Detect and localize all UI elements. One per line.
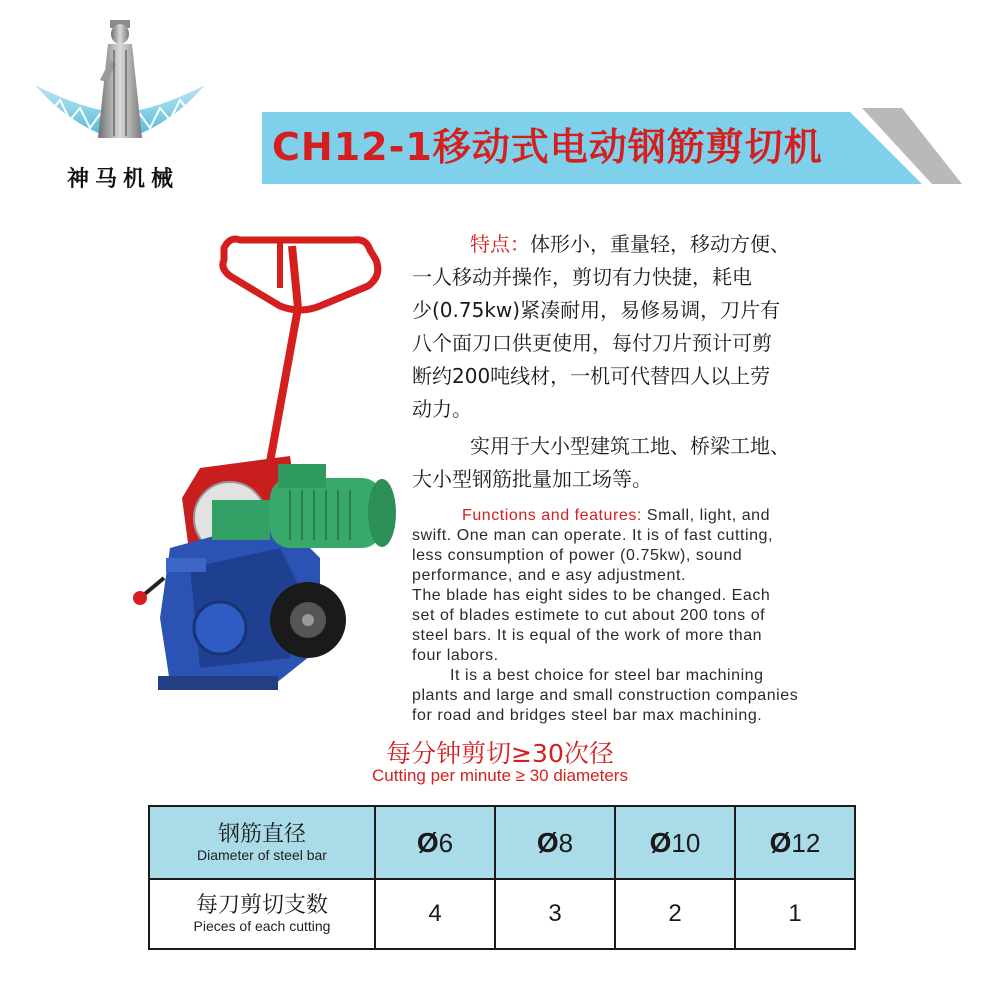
features-en-line-10: plants and large and small construction companies [412, 687, 799, 704]
features-en-line-8: four labors. [412, 647, 499, 664]
diameter-value: 12 [791, 827, 821, 858]
features-en-line-3: less consumption of power (0.75kw), sound [412, 547, 743, 564]
diameter-value: 6 [438, 827, 454, 858]
pieces-label-cell [149, 879, 375, 949]
features-en-line-6: set of blades estimete to cut about 200 tons of [412, 607, 766, 624]
usage-cn-line-1: 实用于大小型建筑工地、桥梁工地、 [470, 434, 790, 458]
diameter-value: 8 [558, 827, 574, 858]
diameter-cell [375, 806, 495, 879]
features-cn-text: 体形小，重量轻，移动方便、 [530, 232, 790, 256]
pieces-value: 4 [375, 879, 495, 949]
features-en-line-2: swift. One man can operate. It is of fast cutting, [412, 527, 773, 544]
spec-table [148, 805, 854, 948]
diameter-cell [495, 806, 615, 879]
features-cn-line-3: 少(0.75kw)紧凑耐用，易修易调，刀片有 [412, 298, 781, 322]
rebar-cutter-illustration [130, 228, 400, 703]
diameter-symbol: Ø [416, 826, 439, 858]
cutting-rate-cn: 每分钟剪切≥30次径 [386, 739, 614, 768]
title-banner [262, 108, 962, 188]
statue-wings-icon [30, 10, 210, 160]
features-en-line-11: for road and bridges steel bar max machining. [412, 707, 763, 724]
pieces-value: 1 [735, 879, 855, 949]
diameter-symbol: Ø [536, 826, 559, 858]
features-en-line-5: The blade has eight sides to be changed. Each [412, 587, 771, 604]
usage-cn-line-2: 大小型钢筋批量加工场等。 [412, 467, 652, 491]
machine-image [130, 228, 400, 703]
pieces-label-en: Pieces of each cutting [193, 918, 331, 934]
pieces-label-cn: 每刀剪切支数 [195, 893, 328, 918]
features-cn-line-2: 一人移动并操作，剪切有力快捷，耗电 [412, 265, 752, 289]
diameter-label-en: Diameter of steel bar [197, 846, 327, 863]
features-cn-line-6: 动力。 [412, 397, 472, 421]
features-cn-line-5: 断约200吨线材，一机可代替四人以上劳 [412, 364, 771, 388]
spec-table-grid [148, 805, 856, 950]
table-row-diameter [149, 806, 855, 879]
features-en-line-7: steel bars. It is equal of the work of more than [412, 627, 763, 644]
brand-name: 神马机械 [66, 166, 179, 192]
table-row-pieces [149, 879, 855, 949]
pieces-value: 2 [615, 879, 735, 949]
features-cn-label: 特点： [470, 232, 530, 256]
features-cn-line-1 [412, 228, 872, 261]
cutting-rate-en: Cutting per minute ≥ 30 diameters [372, 766, 628, 785]
pieces-value: 3 [495, 879, 615, 949]
diameter-label-cn: 钢筋直径 [217, 821, 306, 847]
diameter-cell [615, 806, 735, 879]
features-en-line-1 [462, 506, 867, 526]
diameter-label-cell [149, 806, 375, 879]
features-cn-line-4: 八个面刀口供更使用，每付刀片预计可剪 [412, 331, 772, 355]
diameter-cell [735, 806, 855, 879]
diameter-symbol: Ø [769, 826, 792, 858]
brand-logo [30, 10, 210, 195]
features-en-label: Functions and features: [462, 507, 642, 524]
diameter-value: 10 [671, 827, 701, 858]
page-title: CH12-1移动式电动钢筋剪切机 [272, 125, 823, 169]
features-en-line-4: performance, and e asy adjustment. [412, 567, 686, 584]
features-en-line-9: It is a best choice for steel bar machining [450, 667, 764, 684]
features-en-line-1-text: Small, light, and [641, 507, 771, 524]
diameter-symbol: Ø [649, 826, 672, 858]
